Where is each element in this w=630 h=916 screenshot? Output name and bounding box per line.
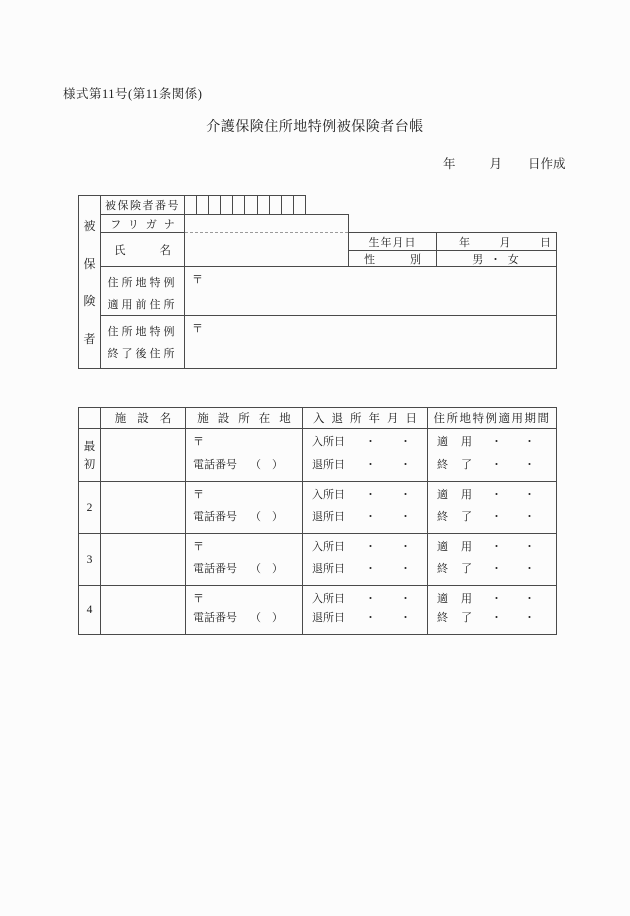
- date-dot: ・: [400, 489, 411, 501]
- date-dot: ・: [400, 563, 411, 575]
- birth-month-label: 月: [499, 236, 511, 249]
- discharge-label: 退所日: [312, 612, 345, 624]
- date-dot: ・: [400, 541, 411, 553]
- pre-address-input-area[interactable]: [184, 266, 557, 316]
- gender-label-char: 性: [364, 253, 375, 266]
- discharge-label: 退所日: [312, 511, 345, 523]
- facility-row-1-address-cell[interactable]: [185, 428, 303, 482]
- phone-label: 電話番号: [193, 563, 237, 575]
- date-dot: ・: [400, 436, 411, 448]
- facility-row-2-period-cell[interactable]: [427, 481, 557, 534]
- birth-year-label: 年: [459, 236, 470, 249]
- furigana-name-input-area[interactable]: [184, 214, 349, 267]
- date-dot: ・: [491, 436, 502, 448]
- facility-header-corner: [78, 407, 101, 429]
- name-label: [100, 232, 185, 267]
- row-label-char: 最: [83, 441, 96, 453]
- facility-row-4-period-cell[interactable]: [427, 585, 557, 635]
- date-dot: ・: [400, 593, 411, 605]
- date-dot: ・: [365, 612, 376, 624]
- phone-paren: （ ）: [250, 563, 283, 575]
- apply-label: 適用: [437, 541, 485, 553]
- apply-label: 適用: [437, 593, 485, 605]
- facility-header-dates: 入退所年月日: [302, 407, 428, 429]
- side-label-char: 険: [83, 294, 96, 309]
- postal-mark: 〒: [193, 541, 204, 553]
- gender-choice-field[interactable]: 男 ・ 女: [436, 250, 557, 267]
- birth-day-label: 日: [540, 236, 551, 249]
- facility-row-1-dates-cell[interactable]: [302, 428, 428, 482]
- page-title: 介護保険住所地特例被保険者台帳: [206, 120, 424, 135]
- date-dot: ・: [491, 612, 502, 624]
- facility-row-1-name-cell[interactable]: [100, 428, 186, 482]
- date-dot: ・: [524, 541, 535, 553]
- date-dot: ・: [524, 612, 535, 624]
- date-dot: ・: [365, 563, 376, 575]
- side-label-char: 者: [83, 332, 96, 347]
- birthdate-value-field[interactable]: [436, 232, 557, 251]
- date-dot: ・: [365, 593, 376, 605]
- end-label: 終了: [437, 459, 485, 471]
- facility-row-4-name-cell[interactable]: [100, 585, 186, 635]
- date-dot: ・: [524, 593, 535, 605]
- date-dot: ・: [524, 459, 535, 471]
- facility-row-3-address-cell[interactable]: [185, 533, 303, 586]
- number-digit-box[interactable]: [233, 196, 245, 214]
- admission-label: 入所日: [312, 593, 345, 605]
- pre-address-label-line2: 適用前住所: [107, 299, 178, 311]
- gender-label-char: 別: [410, 253, 421, 266]
- discharge-label: 退所日: [312, 563, 345, 575]
- admission-label: 入所日: [312, 489, 345, 501]
- pre-address-label-line1: 住所地特例: [107, 277, 178, 289]
- date-dot: ・: [524, 511, 535, 523]
- facility-row-4-dates-cell[interactable]: [302, 585, 428, 635]
- side-label-char: 保: [83, 256, 96, 271]
- facility-table: [78, 407, 557, 635]
- post-address-label-line2: 終了後住所: [107, 348, 178, 360]
- date-dot: ・: [524, 489, 535, 501]
- date-dot: ・: [365, 489, 376, 501]
- facility-header-address: 施設所在地: [185, 407, 303, 429]
- facility-row-4-address-cell[interactable]: [185, 585, 303, 635]
- post-address-input-area[interactable]: [184, 315, 557, 369]
- created-month-label: 月: [489, 157, 503, 171]
- end-label: 終了: [437, 563, 485, 575]
- row-label-char: 初: [83, 459, 96, 471]
- number-digit-box[interactable]: [209, 196, 221, 214]
- facility-row-4-label: 4: [78, 585, 101, 635]
- date-dot: ・: [491, 459, 502, 471]
- furigana-name-divider: [185, 232, 348, 233]
- form-number: 様式第11号(第11条関係): [63, 87, 203, 101]
- date-dot: ・: [491, 511, 502, 523]
- furigana-label: フリガナ: [100, 214, 185, 233]
- postal-mark: 〒: [193, 489, 204, 501]
- facility-row-2-label: 2: [78, 481, 101, 534]
- number-digit-box[interactable]: [245, 196, 257, 214]
- side-label-char: 被: [83, 218, 96, 233]
- end-label: 終了: [437, 612, 485, 624]
- pre-address-label: [100, 266, 185, 316]
- insured-number-boxes[interactable]: [184, 195, 306, 215]
- discharge-label: 退所日: [312, 459, 345, 471]
- date-dot: ・: [400, 511, 411, 523]
- date-dot: ・: [491, 593, 502, 605]
- date-dot: ・: [400, 459, 411, 471]
- date-dot: ・: [491, 563, 502, 575]
- facility-row-3-period-cell[interactable]: [427, 533, 557, 586]
- postal-mark: 〒: [192, 274, 203, 286]
- facility-header-name: 施設名: [100, 407, 186, 429]
- date-dot: ・: [365, 541, 376, 553]
- phone-paren: （ ）: [250, 612, 283, 624]
- postal-mark: 〒: [192, 323, 203, 335]
- gender-label: [348, 250, 437, 267]
- date-dot: ・: [365, 511, 376, 523]
- date-dot: ・: [365, 459, 376, 471]
- date-dot: ・: [524, 563, 535, 575]
- apply-label: 適用: [437, 489, 485, 501]
- number-digit-box[interactable]: [294, 196, 305, 214]
- insured-side-label: [78, 195, 101, 369]
- facility-row-2-dates-cell[interactable]: [302, 481, 428, 534]
- date-dot: ・: [491, 489, 502, 501]
- facility-row-3-name-cell[interactable]: [100, 533, 186, 586]
- created-date-line: [443, 154, 566, 172]
- facility-row-3-dates-cell[interactable]: [302, 533, 428, 586]
- insured-number-label: 被保険者番号: [100, 195, 185, 215]
- facility-row-3-label: 3: [78, 533, 101, 586]
- facility-header-period: 住所地特例適用期間: [427, 407, 557, 429]
- phone-paren: （ ）: [250, 459, 283, 471]
- post-address-label: [100, 315, 185, 369]
- admission-label: 入所日: [312, 436, 345, 448]
- birthdate-label: 生年月日: [348, 232, 437, 251]
- phone-label: 電話番号: [193, 612, 237, 624]
- admission-label: 入所日: [312, 541, 345, 553]
- created-day-label: 日作成: [528, 157, 566, 171]
- facility-row-1-period-cell[interactable]: [427, 428, 557, 482]
- date-dot: ・: [491, 541, 502, 553]
- facility-row-2-address-cell[interactable]: [185, 481, 303, 534]
- date-dot: ・: [524, 436, 535, 448]
- postal-mark: 〒: [193, 593, 204, 605]
- phone-paren: （ ）: [250, 511, 283, 523]
- number-digit-box[interactable]: [282, 196, 294, 214]
- end-label: 終了: [437, 511, 485, 523]
- created-year-label: 年: [443, 157, 456, 171]
- facility-row-2-name-cell[interactable]: [100, 481, 186, 534]
- phone-label: 電話番号: [193, 459, 237, 471]
- number-digit-box[interactable]: [197, 196, 209, 214]
- post-address-label-line1: 住所地特例: [107, 326, 178, 338]
- number-digit-box[interactable]: [221, 196, 233, 214]
- number-digit-box[interactable]: [270, 196, 282, 214]
- apply-label: 適用: [437, 436, 485, 448]
- facility-row-1-label: [78, 428, 101, 482]
- date-dot: ・: [365, 436, 376, 448]
- number-digit-box[interactable]: [185, 196, 197, 214]
- name-label-char: 氏: [114, 244, 126, 257]
- insured-table: [78, 195, 557, 369]
- date-dot: ・: [400, 612, 411, 624]
- postal-mark: 〒: [193, 436, 204, 448]
- phone-label: 電話番号: [193, 511, 237, 523]
- number-digit-box[interactable]: [258, 196, 270, 214]
- name-label-char: 名: [159, 244, 171, 257]
